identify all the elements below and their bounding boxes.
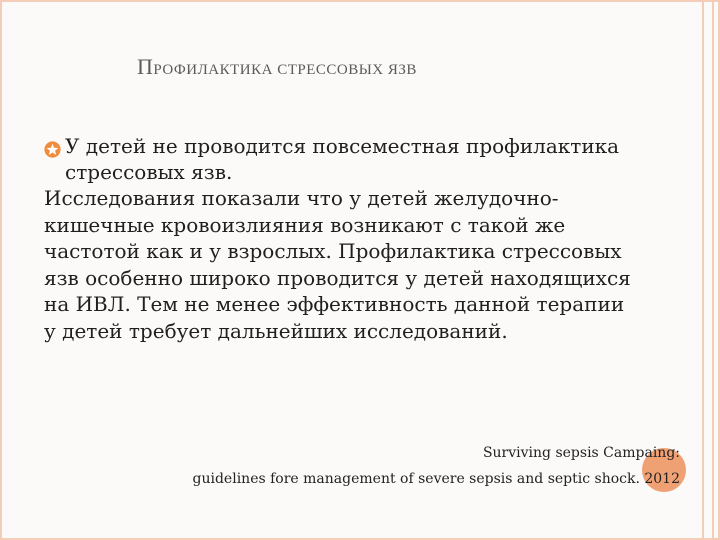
title-first-letter: П — [137, 54, 154, 79]
paragraph-line: язв особенно широко проводится у детей находящихся — [44, 265, 631, 290]
paragraph-line: у детей требует дальнейших исследований. — [44, 318, 508, 343]
title-rest: РОФИЛАКТИКА СТРЕССОВЫХ ЯЗВ — [153, 62, 417, 78]
slide-title — [137, 54, 417, 80]
star-bullet-icon — [44, 141, 61, 158]
paragraph-line: Исследования показали что у детей желудочно- — [44, 186, 559, 210]
reference-line-1: Surviving sepsis Campaing: — [482, 445, 680, 461]
bullet-line-2: стрессовых язв. — [65, 160, 233, 184]
paragraph-line: на ИВЛ. Тем не менее эффективность данной терапии — [44, 292, 625, 316]
slide-side-rail — [702, 0, 714, 540]
paragraph-line: частотой как и у взрослых. Профилактика стрессовых — [44, 239, 622, 263]
body-paragraph — [44, 185, 694, 344]
paragraph-line: кишечные кровоизлияния возникают с такой же — [44, 212, 566, 237]
bullet-line-1: У детей не проводится повсеместная профилактика — [65, 134, 620, 158]
reference-line-2: guidelines fore management of severe sepsis and septic shock. 2012 — [192, 471, 680, 487]
bullet-item — [65, 133, 685, 185]
reference-citation — [193, 440, 680, 492]
